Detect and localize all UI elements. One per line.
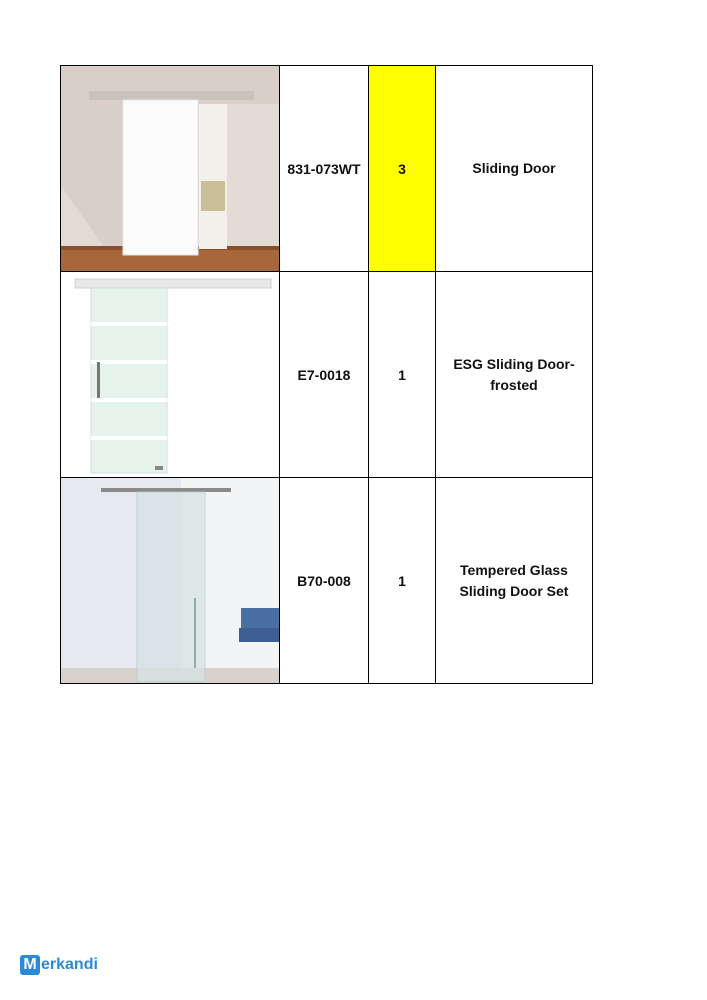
product-description: Sliding Door — [436, 66, 593, 272]
product-quantity: 3 — [369, 66, 436, 272]
product-code: E7-0018 — [280, 272, 369, 478]
table-row — [61, 478, 593, 684]
product-description: ESG Sliding Door-frosted — [436, 272, 593, 478]
product-table — [60, 65, 593, 684]
table-row — [61, 272, 593, 478]
product-code: B70-008 — [280, 478, 369, 684]
product-description: Tempered Glass Sliding Door Set — [436, 478, 593, 684]
product-quantity: 1 — [369, 272, 436, 478]
product-image-cell — [61, 478, 280, 684]
product-quantity: 1 — [369, 478, 436, 684]
table-row — [61, 66, 593, 272]
white-sliding-door-image — [61, 66, 279, 271]
product-image-cell — [61, 66, 280, 272]
product-image-cell — [61, 272, 280, 478]
frosted-glass-door-image — [61, 272, 279, 477]
merkandi-logo — [20, 955, 98, 975]
product-code: 831-073WT — [280, 66, 369, 272]
logo-mark: M — [20, 955, 40, 975]
logo-text: erkandi — [41, 956, 98, 973]
clear-glass-door-image — [61, 478, 279, 683]
